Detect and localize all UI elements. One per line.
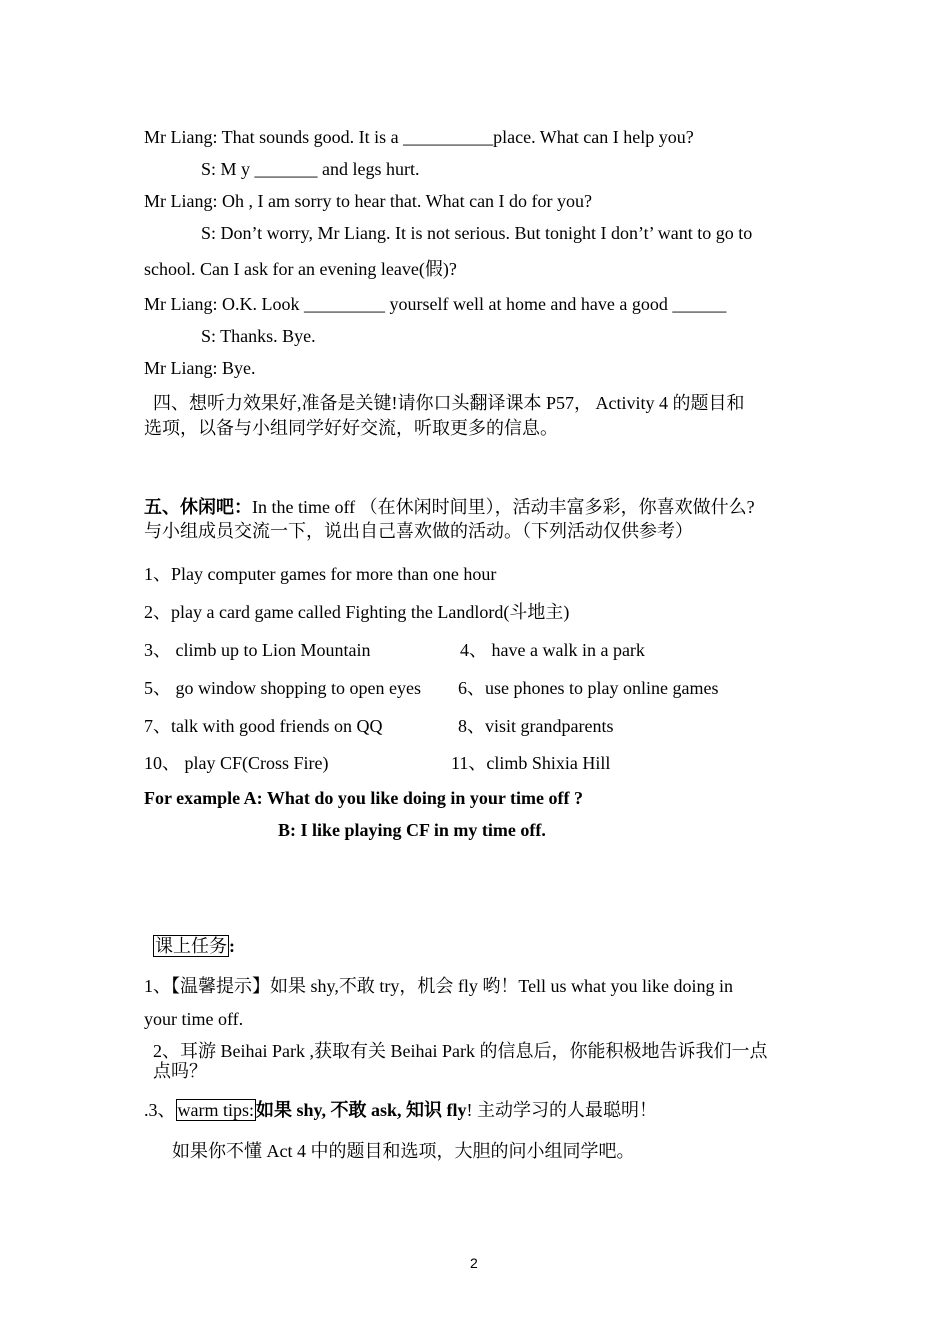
- activity-item-11: 11、climb Shixia Hill: [451, 753, 611, 773]
- dialogue-line-6: Mr Liang: O.K. Look _________ yourself well at home and have a good ______: [144, 294, 727, 314]
- task3-line1: [144, 1099, 657, 1121]
- dialogue-line-4: S: Don’t worry, Mr Liang. It is not serious. But tonight I don’t’ want to go to: [201, 223, 753, 243]
- section5-title: [144, 496, 755, 518]
- activity-item-6: 6、use phones to play online games: [458, 678, 719, 698]
- section5-title-text: In the time off （在休闲时间里），活动丰富多彩，你喜欢做什么?: [252, 497, 755, 517]
- task2-line2: 点吗？: [153, 1061, 207, 1081]
- section4-line1: 四、想听力效果好,准备是关键!请你口头翻译课本 P57， Activity 4 的题目和: [153, 393, 745, 413]
- dialogue-line-7: S: Thanks. Bye.: [201, 326, 316, 346]
- task1-line2: your time off.: [144, 1009, 244, 1029]
- activity-item-7: 7、talk with good friends on QQ: [144, 716, 383, 736]
- activity-item-4: 4、 have a walk in a park: [460, 640, 645, 660]
- page-number: 2: [470, 1255, 478, 1271]
- dialogue-line-8: Mr Liang: Bye.: [144, 358, 256, 378]
- section5-instruction: 与小组成员交流一下，说出自己喜欢做的活动。（下列活动仅供参考）: [144, 521, 693, 541]
- dialogue-line-3: Mr Liang: Oh , I am sorry to hear that. What can I do for you?: [144, 191, 593, 211]
- task3-line2: 如果你不懂 Act 4 中的题目和选项，大胆的问小组同学吧。: [172, 1141, 635, 1161]
- activity-item-10: 10、 play CF(Cross Fire): [144, 753, 329, 773]
- dialogue-line-2: S: M y _______ and legs hurt.: [201, 159, 420, 179]
- warm-tips-label: warm tips:: [177, 1100, 254, 1120]
- activity-item-2: 2、play a card game called Fighting the Landlord(斗地主): [144, 602, 570, 622]
- task2-line1: 2、耳游 Beihai Park ,获取有关 Beihai Park 的信息后，你能积极地告诉我们一点: [153, 1041, 768, 1061]
- tasks-heading: [153, 935, 235, 957]
- section5-title-label: 五、休闲吧：: [144, 497, 252, 517]
- activity-item-8: 8、visit grandparents: [458, 716, 614, 736]
- example-answer: B: I like playing CF in my time off.: [278, 820, 546, 840]
- dialogue-line-1: Mr Liang: That sounds good. It is a __________place. What can I help you?: [144, 127, 694, 147]
- section4-line2: 选项，以备与小组同学好好交流，听取更多的信息。: [144, 418, 558, 438]
- task3-slogan: 如果 shy, 不敢 ask, 知识 fly: [256, 1100, 467, 1120]
- activity-item-5: 5、 go window shopping to open eyes: [144, 678, 421, 698]
- task3-number: .3、: [144, 1100, 176, 1120]
- task3-slogan-rest: ! 主动学习的人最聪明！: [466, 1100, 658, 1120]
- example-question: For example A: What do you like doing in your time off ?: [144, 788, 584, 808]
- task1-line1: 1、【温馨提示】如果 shy,不敢 try，机会 fly 哟！Tell us what you like doing in: [144, 976, 734, 996]
- activity-item-1: 1、Play computer games for more than one hour: [144, 564, 497, 584]
- tasks-heading-colon: :: [229, 936, 235, 956]
- activity-item-3: 3、 climb up to Lion Mountain: [144, 640, 371, 660]
- dialogue-line-5: school. Can I ask for an evening leave(假)?: [144, 259, 457, 279]
- tasks-heading-label: 课上任务: [155, 936, 227, 956]
